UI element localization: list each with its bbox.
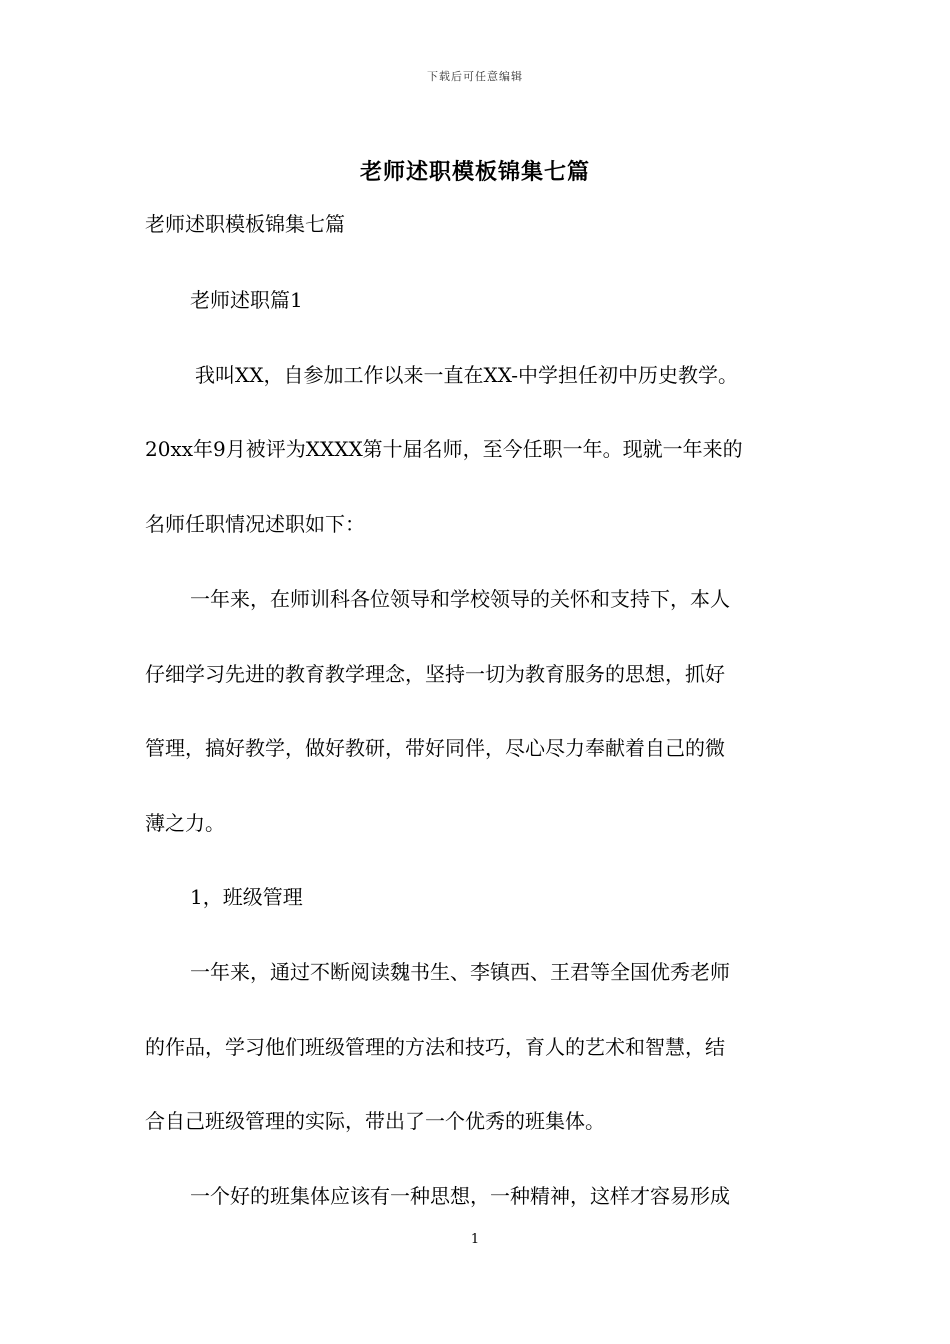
section-heading: 老师述职篇1 xyxy=(190,288,303,312)
paragraph-line: 一年来，在师训科各位领导和学校领导的关怀和支持下，本人 xyxy=(190,587,730,611)
paragraph-line: 一年来，通过不断阅读魏书生、李镇西、王君等全国优秀老师 xyxy=(190,960,730,984)
subtitle-line: 老师述职模板锦集七篇 xyxy=(145,212,345,236)
paragraph-line: 我叫XX，自参加工作以来一直在XX-中学担任初中历史教学。 xyxy=(195,363,738,387)
document-title: 老师述职模板锦集七篇 xyxy=(359,159,590,185)
paragraph-line: 名师任职情况述职如下： xyxy=(145,512,365,536)
paragraph-line: 20xx年9月被评为XXXX第十届名师，至今任职一年。现就一年来的 xyxy=(145,437,743,461)
paragraph-line: 管理，搞好教学，做好教研，带好同伴，尽心尽力奉献着自己的微 xyxy=(145,736,725,760)
paragraph-line: 合自己班级管理的实际，带出了一个优秀的班集体。 xyxy=(145,1109,605,1133)
paragraph-line: 一个好的班集体应该有一种思想，一种精神，这样才容易形成 xyxy=(190,1184,730,1208)
section-heading: 1，班级管理 xyxy=(190,885,303,909)
page-number: 1 xyxy=(470,1232,480,1247)
paragraph-line: 的作品，学习他们班级管理的方法和技巧，育人的艺术和智慧，结 xyxy=(145,1035,725,1059)
paragraph-line: 仔细学习先进的教育教学理念，坚持一切为教育服务的思想，抓好 xyxy=(145,662,725,686)
page-header-note: 下载后可任意编辑 xyxy=(427,70,523,83)
paragraph-line: 薄之力。 xyxy=(145,811,225,835)
